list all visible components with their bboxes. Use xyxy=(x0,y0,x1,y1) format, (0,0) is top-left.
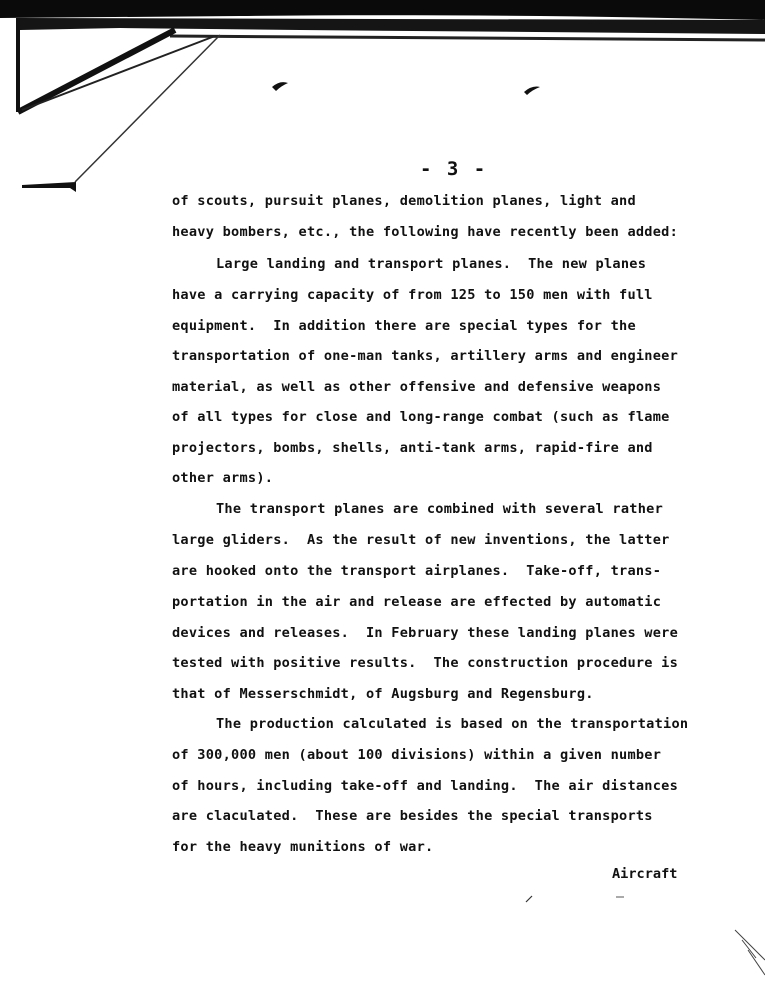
fold-diagonal-long xyxy=(75,35,220,182)
top-edge-shadow xyxy=(0,0,765,20)
text-line: that of Messerschmidt, of Augsburg and Regensburg. xyxy=(172,686,594,702)
text-line: Large landing and transport planes. The new planes xyxy=(216,256,647,272)
punch-mark-right xyxy=(524,87,540,95)
catchword: Aircraft xyxy=(612,866,678,882)
text-line: are hooked onto the transport airplanes. Take-off, trans- xyxy=(172,563,662,579)
top-edge-line xyxy=(170,36,765,40)
text-line: devices and releases. In February these landing planes were xyxy=(172,625,679,641)
fold-diagonal-thick xyxy=(18,30,175,112)
fold-corner-mark xyxy=(22,182,76,192)
text-line: tested with positive results. The construction procedure is xyxy=(172,655,679,671)
top-edge-band xyxy=(20,18,765,34)
stray-mark-1 xyxy=(526,896,532,902)
text-line: The transport planes are combined with several rather xyxy=(216,501,664,517)
text-line: of 300,000 men (about 100 divisions) within a given number xyxy=(172,747,662,763)
text-line: transportation of one-man tanks, artillery arms and engineer xyxy=(172,348,679,364)
text-line: equipment. In addition there are special types for the xyxy=(172,318,636,334)
text-line: of hours, including take-off and landing. The air distances xyxy=(172,778,679,794)
corner-scratch xyxy=(735,930,765,975)
punch-mark-left xyxy=(272,82,288,91)
text-line: material, as well as other offensive and defensive weapons xyxy=(172,379,662,395)
text-line: The production calculated is based on the transportation xyxy=(216,716,689,732)
text-line: other arms). xyxy=(172,470,274,486)
text-line: are claculated. These are besides the special transports xyxy=(172,808,653,824)
text-line: large gliders. As the result of new inventions, the latter xyxy=(172,532,670,548)
text-line: of all types for close and long-range combat (such as flame xyxy=(172,409,670,425)
text-line: heavy bombers, etc., the following have recently been added: xyxy=(172,224,679,240)
page-number: - 3 - xyxy=(420,158,488,180)
text-line: for the heavy munitions of war. xyxy=(172,839,434,855)
fold-diagonal-thin xyxy=(22,36,215,110)
text-line: of scouts, pursuit planes, demolition planes, light and xyxy=(172,193,636,209)
text-line: have a carrying capacity of from 125 to 150 men with full xyxy=(172,287,653,303)
text-line: projectors, bombs, shells, anti-tank arms, rapid-fire and xyxy=(172,440,653,456)
text-line: portation in the air and release are effected by automatic xyxy=(172,594,662,610)
